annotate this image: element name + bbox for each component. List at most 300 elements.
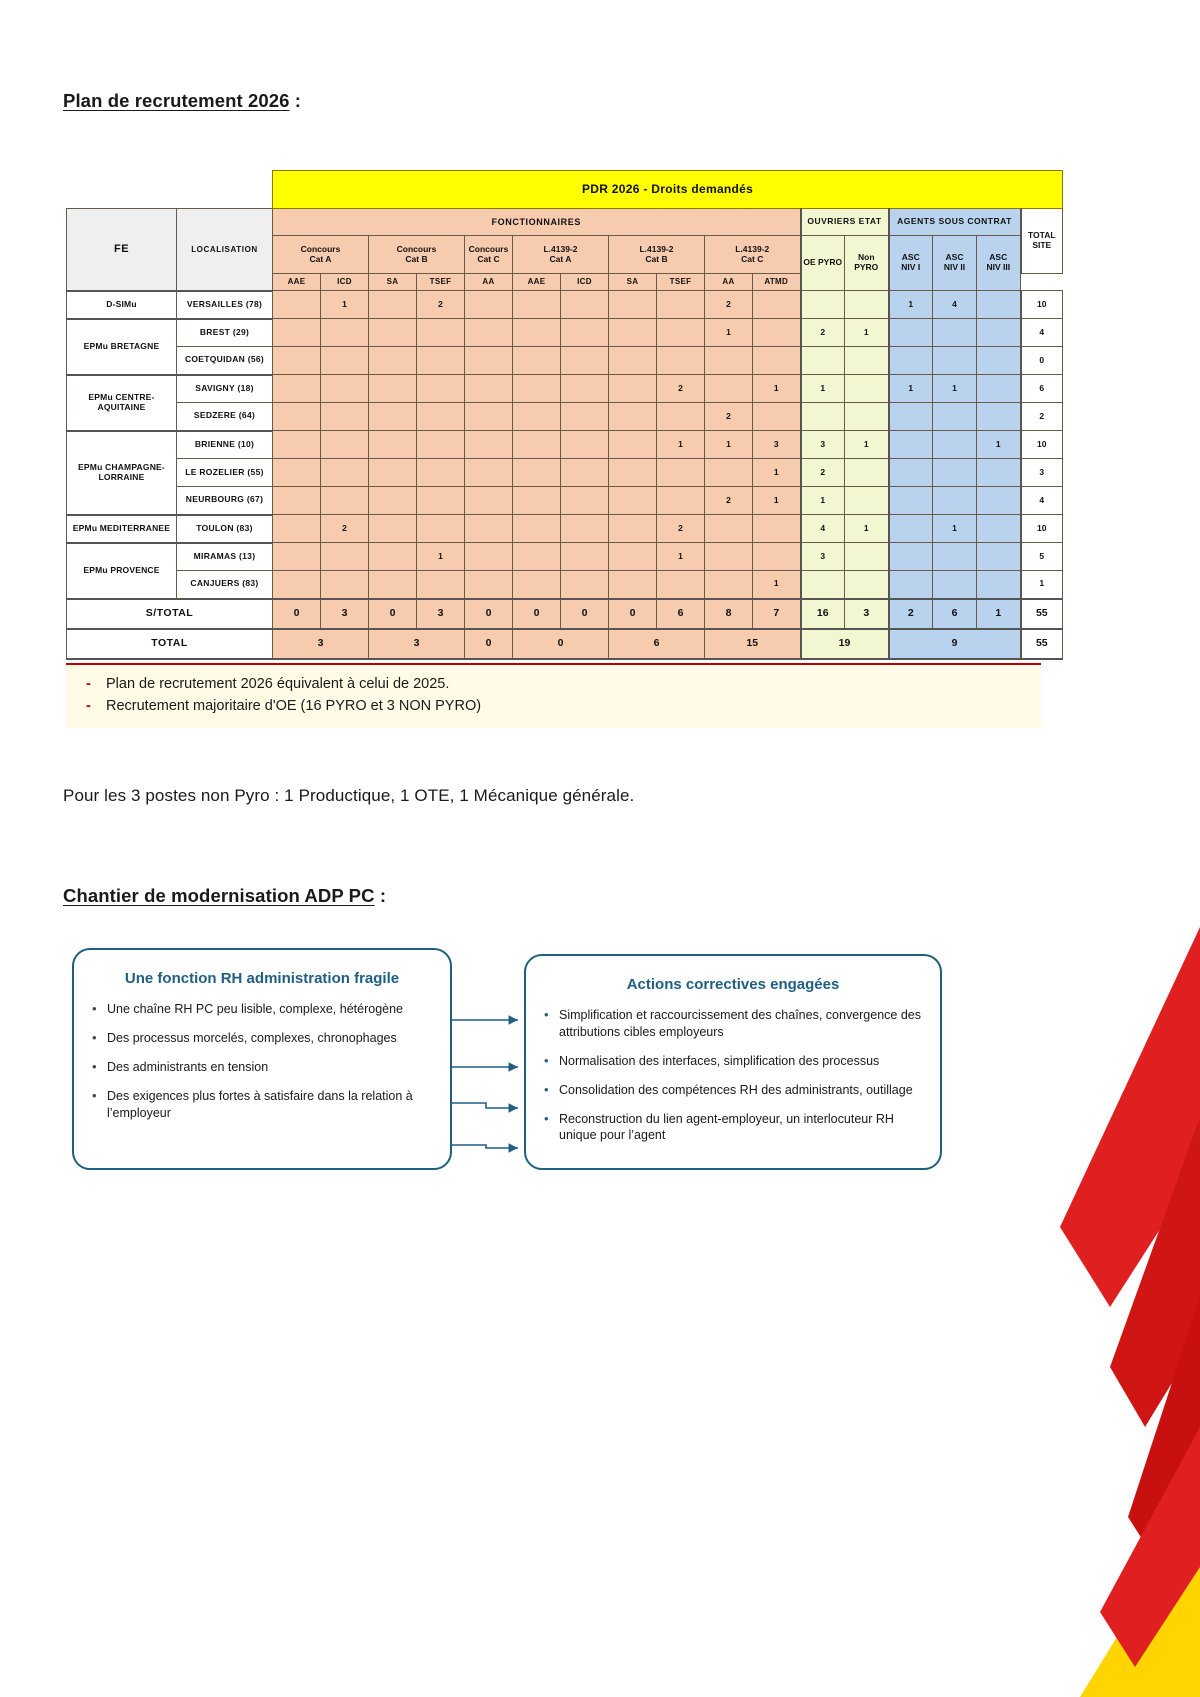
cell-fonctionnaire-3: [417, 571, 465, 599]
cell-fonctionnaire-7: [609, 571, 657, 599]
cell-fonctionnaire-10: 1: [753, 375, 801, 403]
cell-total-f-1: 3: [369, 629, 465, 659]
cell-fonctionnaire-0: [273, 431, 321, 459]
subgroup-label-l1: Concours: [396, 243, 437, 254]
cell-fonctionnaire-0: [273, 571, 321, 599]
abbr-col-2: SA: [369, 274, 417, 291]
cell-fonctionnaire-9: 1: [705, 431, 753, 459]
cell-total-f-0: 3: [273, 629, 369, 659]
cell-fe: EPMu CHAMPAGNE-LORRAINE: [67, 431, 177, 515]
cell-fonctionnaire-9: 2: [705, 487, 753, 515]
subgroup-l4139-cat-b: [609, 236, 705, 274]
page-title-pdr-colon: :: [289, 90, 302, 111]
cell-ouvrier-0: [801, 347, 845, 375]
cell-localisation: COETQUIDAN (56): [177, 347, 273, 375]
table-row: [67, 319, 1063, 347]
cell-fonctionnaire-5: [513, 375, 561, 403]
cell-fonctionnaire-3: [417, 347, 465, 375]
cell-fonctionnaire-2: [369, 515, 417, 543]
cell-fonctionnaire-3: [417, 319, 465, 347]
abbr-col-7: SA: [609, 274, 657, 291]
table-row: [67, 459, 1063, 487]
cell-ouvrier-0: 2: [801, 319, 845, 347]
cell-asc-1: 4: [933, 291, 977, 319]
cell-fonctionnaire-8: 1: [657, 431, 705, 459]
cell-asc-2: 1: [977, 431, 1021, 459]
cell-asc-1: [933, 431, 977, 459]
col-asc-niv3-l2: NIV III: [986, 262, 1011, 272]
diagram-left-item: • Des administrants en tension: [90, 1059, 436, 1076]
cell-fonctionnaire-4: [465, 431, 513, 459]
banner-spacer: [67, 171, 273, 209]
cell-asc-0: [889, 347, 933, 375]
cell-localisation: TOULON (83): [177, 515, 273, 543]
cell-subtotal-f-4: 0: [465, 599, 513, 629]
cell-asc-1: [933, 459, 977, 487]
cell-fonctionnaire-9: 1: [705, 319, 753, 347]
cell-fonctionnaire-8: [657, 291, 705, 319]
table-row: [67, 543, 1063, 571]
cell-asc-2: [977, 375, 1021, 403]
cell-fonctionnaire-5: [513, 431, 561, 459]
cell-fonctionnaire-2: [369, 403, 417, 431]
diagram-right-item: • Normalisation des interfaces, simplification des processus: [542, 1053, 926, 1070]
cell-fonctionnaire-9: [705, 543, 753, 571]
cell-fonctionnaire-7: [609, 487, 657, 515]
page-title-pdr-text: Plan de recrutement 2026: [63, 90, 290, 111]
cell-fonctionnaire-5: [513, 403, 561, 431]
cell-fe: D-SIMu: [67, 291, 177, 319]
col-asc-niv1-l1: ASC: [901, 252, 920, 263]
cell-fonctionnaire-4: [465, 515, 513, 543]
cell-total-site: 1: [1021, 571, 1063, 599]
subgroup-label-l2: Cat A: [549, 253, 572, 264]
cell-asc-2: [977, 291, 1021, 319]
cell-total-site: 2: [1021, 403, 1063, 431]
cell-fonctionnaire-4: [465, 571, 513, 599]
cell-fonctionnaire-1: [321, 403, 369, 431]
diagram-left-item: • Une chaîne RH PC peu lisible, complexe, hétérogène: [90, 1001, 436, 1018]
cell-fonctionnaire-2: [369, 375, 417, 403]
cell-fonctionnaire-0: [273, 487, 321, 515]
cell-fonctionnaire-2: [369, 319, 417, 347]
cell-fonctionnaire-7: [609, 347, 657, 375]
cell-fonctionnaire-3: [417, 431, 465, 459]
cell-ouvrier-0: 3: [801, 431, 845, 459]
cell-fonctionnaire-3: [417, 375, 465, 403]
cell-ouvrier-1: [845, 347, 889, 375]
cell-subtotal-f-8: 6: [657, 599, 705, 629]
cell-total-site: 0: [1021, 347, 1063, 375]
col-non-pyro: [845, 236, 889, 291]
page-title-adp-colon: :: [374, 885, 387, 906]
cell-fonctionnaire-2: [369, 543, 417, 571]
cell-fonctionnaire-6: [561, 571, 609, 599]
cell-fonctionnaire-7: [609, 319, 657, 347]
cell-fonctionnaire-9: 2: [705, 403, 753, 431]
table-row: [67, 487, 1063, 515]
cell-asc-0: [889, 319, 933, 347]
cell-fonctionnaire-0: [273, 515, 321, 543]
diagram-left-item: • Des exigences plus fortes à satisfaire dans la relation à l’employeur: [90, 1088, 436, 1122]
abbr-col-10: ATMD: [753, 274, 801, 291]
diagram-left-list: [74, 1001, 450, 1121]
cell-fonctionnaire-10: [753, 403, 801, 431]
cell-asc-2: [977, 459, 1021, 487]
cell-fonctionnaire-6: [561, 487, 609, 515]
col-asc-niv1: [889, 236, 933, 291]
cell-ouvrier-1: [845, 459, 889, 487]
group-header-row: [67, 209, 1063, 236]
cell-total-site: 10: [1021, 515, 1063, 543]
cell-fonctionnaire-9: [705, 347, 753, 375]
cell-fonctionnaire-2: [369, 431, 417, 459]
table-row: [67, 431, 1063, 459]
corner-chevrons-icon: [960, 867, 1200, 1697]
cell-asc-0: 1: [889, 375, 933, 403]
cell-fonctionnaire-2: [369, 291, 417, 319]
cell-fonctionnaire-1: [321, 571, 369, 599]
banner-row: [67, 171, 1063, 209]
cell-subtotal-f-6: 0: [561, 599, 609, 629]
cell-asc-2: [977, 347, 1021, 375]
cell-fonctionnaire-8: 2: [657, 515, 705, 543]
cell-total-site: 10: [1021, 291, 1063, 319]
col-asc-niv2: [933, 236, 977, 291]
cell-asc-1: [933, 543, 977, 571]
cell-fonctionnaire-1: [321, 459, 369, 487]
cell-total-site: 5: [1021, 543, 1063, 571]
cell-fonctionnaire-8: 1: [657, 543, 705, 571]
header-localisation: LOCALISATION: [177, 209, 273, 291]
table-row: [67, 571, 1063, 599]
cell-localisation: BRIENNE (10): [177, 431, 273, 459]
cell-asc-2: [977, 515, 1021, 543]
pdr-table-head: [67, 171, 1063, 291]
cell-fonctionnaire-6: [561, 375, 609, 403]
cell-fonctionnaire-0: [273, 459, 321, 487]
subgroup-label-l1: L.4139-2: [639, 243, 674, 254]
cell-fe: EPMu MEDITERRANEE: [67, 515, 177, 543]
cell-subtotal-o-1: 3: [845, 599, 889, 629]
cell-fonctionnaire-6: [561, 347, 609, 375]
cell-subtotal-label: S/TOTAL: [67, 599, 273, 629]
cell-fe: EPMu PROVENCE: [67, 543, 177, 599]
cell-fonctionnaire-8: [657, 487, 705, 515]
cell-fonctionnaire-2: [369, 487, 417, 515]
cell-total-f-3: 0: [513, 629, 609, 659]
cell-total-asc: 9: [889, 629, 1021, 659]
cell-fonctionnaire-7: [609, 543, 657, 571]
cell-fonctionnaire-6: [561, 291, 609, 319]
cell-fe: EPMu BRETAGNE: [67, 319, 177, 375]
abbr-col-5: AAE: [513, 274, 561, 291]
diagram-right-item: • Simplification et raccourcissement des chaînes, convergence des attributions cibles employeurs: [542, 1007, 926, 1041]
page-title-adp-text: Chantier de modernisation ADP PC: [63, 885, 375, 906]
col-asc-niv3: [977, 236, 1021, 291]
cell-subtotal-f-1: 3: [321, 599, 369, 629]
cell-fonctionnaire-9: [705, 375, 753, 403]
cell-fonctionnaire-1: 1: [321, 291, 369, 319]
cell-asc-0: [889, 571, 933, 599]
cell-fonctionnaire-3: 1: [417, 543, 465, 571]
abbr-col-6: ICD: [561, 274, 609, 291]
col-non-pyro-l2: PYRO: [854, 262, 879, 272]
cell-fonctionnaire-3: [417, 403, 465, 431]
cell-asc-2: [977, 543, 1021, 571]
abbr-col-9: AA: [705, 274, 753, 291]
cell-fonctionnaire-10: [753, 543, 801, 571]
col-oe-pyro: [801, 236, 845, 291]
diagram-box-problems: [72, 948, 452, 1170]
note-item: - Recrutement majoritaire d'OE (16 PYRO et 3 NON PYRO): [80, 695, 1031, 717]
cell-fonctionnaire-4: [465, 375, 513, 403]
cell-total-grand: 55: [1021, 629, 1063, 659]
cell-subtotal-f-2: 0: [369, 599, 417, 629]
cell-fonctionnaire-6: [561, 515, 609, 543]
group-agents-sous-contrat: AGENTS SOUS CONTRAT: [889, 209, 1021, 236]
diagram-left-item: • Des processus morcelés, complexes, chronophages: [90, 1030, 436, 1047]
cell-fonctionnaire-7: [609, 291, 657, 319]
cell-fonctionnaire-5: [513, 319, 561, 347]
cell-total-site: 4: [1021, 487, 1063, 515]
subgroup-label-l2: Cat C: [477, 253, 500, 264]
cell-fonctionnaire-4: [465, 347, 513, 375]
cell-asc-1: [933, 571, 977, 599]
cell-fonctionnaire-5: [513, 571, 561, 599]
cell-fonctionnaire-1: 2: [321, 515, 369, 543]
cell-ouvrier-0: 1: [801, 487, 845, 515]
cell-subtotal-a-1: 6: [933, 599, 977, 629]
header-total-site-l1: TOTAL: [1028, 230, 1056, 241]
col-asc-niv1-l2: NIV I: [901, 262, 921, 272]
cell-fonctionnaire-3: [417, 487, 465, 515]
cell-asc-1: [933, 319, 977, 347]
cell-fonctionnaire-5: [513, 347, 561, 375]
cell-fonctionnaire-0: [273, 291, 321, 319]
abbr-col-1: ICD: [321, 274, 369, 291]
cell-fonctionnaire-7: [609, 375, 657, 403]
subgroup-label-l2: Cat B: [405, 253, 428, 264]
cell-fonctionnaire-0: [273, 543, 321, 571]
cell-subtotal-f-9: 8: [705, 599, 753, 629]
cell-fonctionnaire-7: [609, 431, 657, 459]
cell-localisation: NEURBOURG (67): [177, 487, 273, 515]
cell-fonctionnaire-1: [321, 347, 369, 375]
cell-total-site: 6: [1021, 375, 1063, 403]
cell-subtotal-f-7: 0: [609, 599, 657, 629]
pdr-table: [66, 170, 1063, 660]
cell-total-f-4: 6: [609, 629, 705, 659]
cell-fonctionnaire-2: [369, 459, 417, 487]
cell-fonctionnaire-2: [369, 571, 417, 599]
cell-fonctionnaire-1: [321, 319, 369, 347]
cell-fonctionnaire-10: [753, 319, 801, 347]
cell-fonctionnaire-4: [465, 319, 513, 347]
group-fonctionnaires: FONCTIONNAIRES: [273, 209, 801, 236]
pdr-table-container: [66, 170, 1056, 660]
cell-fonctionnaire-4: [465, 459, 513, 487]
cell-fonctionnaire-8: 2: [657, 375, 705, 403]
cell-asc-2: [977, 403, 1021, 431]
cell-subtotal-f-3: 3: [417, 599, 465, 629]
diagram-left-title: Une fonction RH administration fragile: [124, 970, 400, 987]
cell-ouvrier-1: [845, 543, 889, 571]
cell-fonctionnaire-10: [753, 515, 801, 543]
subgroup-label-l1: L.4139-2: [735, 243, 770, 254]
cell-ouvrier-0: [801, 571, 845, 599]
cell-subtotal-f-0: 0: [273, 599, 321, 629]
cell-fonctionnaire-1: [321, 375, 369, 403]
abbr-col-0: AAE: [273, 274, 321, 291]
cell-fonctionnaire-5: [513, 487, 561, 515]
cell-fonctionnaire-10: [753, 291, 801, 319]
cell-fonctionnaire-3: [417, 515, 465, 543]
cell-fonctionnaire-7: [609, 459, 657, 487]
cell-localisation: LE ROZELIER (55): [177, 459, 273, 487]
cell-fonctionnaire-1: [321, 543, 369, 571]
subgroup-l4139-cat-c: [705, 236, 801, 274]
cell-subtotal-a-0: 2: [889, 599, 933, 629]
cell-ouvrier-1: [845, 571, 889, 599]
table-row: [67, 347, 1063, 375]
cell-asc-0: [889, 403, 933, 431]
subgroup-l4139-cat-a: [513, 236, 609, 274]
group-ouvriers-etat: OUVRIERS ETAT: [801, 209, 889, 236]
cell-fonctionnaire-6: [561, 403, 609, 431]
header-fe: FE: [67, 209, 177, 291]
cell-fonctionnaire-8: [657, 459, 705, 487]
cell-asc-0: [889, 487, 933, 515]
cell-ouvrier-1: [845, 403, 889, 431]
cell-ouvrier-1: [845, 291, 889, 319]
cell-asc-2: [977, 571, 1021, 599]
cell-fonctionnaire-3: 2: [417, 291, 465, 319]
cell-localisation: BREST (29): [177, 319, 273, 347]
cell-fonctionnaire-8: [657, 347, 705, 375]
cell-ouvrier-0: [801, 403, 845, 431]
col-asc-niv2-l1: ASC: [945, 252, 964, 263]
cell-fonctionnaire-1: [321, 431, 369, 459]
cell-ouvrier-1: 1: [845, 431, 889, 459]
cell-total-site: 3: [1021, 459, 1063, 487]
subgroup-label-l2: Cat C: [741, 253, 764, 264]
table-row: [67, 375, 1063, 403]
cell-asc-1: 1: [933, 515, 977, 543]
cell-asc-1: [933, 347, 977, 375]
col-asc-niv2-l2: NIV II: [943, 262, 966, 272]
cell-localisation: SAVIGNY (18): [177, 375, 273, 403]
subgroup-label-l1: Concours: [468, 243, 509, 254]
subgroup-label-l2: Cat A: [309, 253, 332, 264]
cell-asc-1: [933, 403, 977, 431]
table-row: [67, 291, 1063, 319]
cell-localisation: SEDZERE (64): [177, 403, 273, 431]
cell-ouvrier-0: 4: [801, 515, 845, 543]
cell-fonctionnaire-10: 1: [753, 459, 801, 487]
cell-total-f-2: 0: [465, 629, 513, 659]
cell-asc-0: [889, 459, 933, 487]
diagram-right-item: • Consolidation des compétences RH des administrants, outillage: [542, 1082, 926, 1099]
cell-fonctionnaire-1: [321, 487, 369, 515]
cell-asc-1: [933, 487, 977, 515]
abbr-col-4: AA: [465, 274, 513, 291]
adp-diagram: [66, 940, 966, 1180]
cell-fonctionnaire-10: [753, 347, 801, 375]
cell-subtotal-a-2: 1: [977, 599, 1021, 629]
abbr-col-3: TSEF: [417, 274, 465, 291]
cell-asc-1: 1: [933, 375, 977, 403]
cell-asc-0: [889, 543, 933, 571]
cell-fe: EPMu CENTRE-AQUITAINE: [67, 375, 177, 431]
cell-fonctionnaire-5: [513, 459, 561, 487]
cell-fonctionnaire-4: [465, 487, 513, 515]
cell-fonctionnaire-0: [273, 403, 321, 431]
paragraph-non-pyro: Pour les 3 postes non Pyro : 1 Productique, 1 OTE, 1 Mécanique générale.: [63, 786, 635, 805]
cell-total-label: TOTAL: [67, 629, 273, 659]
cell-asc-0: 1: [889, 291, 933, 319]
cell-fonctionnaire-5: [513, 291, 561, 319]
decorative-corner-graphic: [960, 867, 1200, 1697]
cell-ouvrier-1: 1: [845, 515, 889, 543]
cell-total-site: 10: [1021, 431, 1063, 459]
cell-fonctionnaire-10: 1: [753, 571, 801, 599]
cell-asc-2: [977, 319, 1021, 347]
cell-fonctionnaire-6: [561, 459, 609, 487]
cell-fonctionnaire-4: [465, 291, 513, 319]
notes-box: [66, 663, 1041, 728]
cell-fonctionnaire-9: [705, 571, 753, 599]
cell-fonctionnaire-0: [273, 319, 321, 347]
cell-fonctionnaire-5: [513, 515, 561, 543]
cell-fonctionnaire-10: 3: [753, 431, 801, 459]
subgroup-label-l2: Cat B: [645, 253, 668, 264]
cell-localisation: MIRAMAS (13): [177, 543, 273, 571]
cell-fonctionnaire-9: 2: [705, 291, 753, 319]
cell-fonctionnaire-2: [369, 347, 417, 375]
diagram-right-title: Actions correctives engagées: [626, 976, 840, 993]
abbr-col-8: TSEF: [657, 274, 705, 291]
table-row: [67, 515, 1063, 543]
cell-asc-0: [889, 515, 933, 543]
cell-ouvrier-1: 1: [845, 319, 889, 347]
banner-cell: PDR 2026 - Droits demandés: [273, 171, 1063, 209]
diagram-right-item: • Reconstruction du lien agent-employeur, un interlocuteur RH unique pour l’agent: [542, 1111, 926, 1145]
cell-total-site: 4: [1021, 319, 1063, 347]
cell-fonctionnaire-8: [657, 403, 705, 431]
col-non-pyro-l1: Non: [857, 252, 875, 263]
header-total-site-l2: SITE: [1032, 240, 1052, 250]
subgroup-concours-cat-b: [369, 236, 465, 274]
notes-list: [80, 673, 1031, 718]
subgroup-concours-cat-a: [273, 236, 369, 274]
cell-fonctionnaire-3: [417, 459, 465, 487]
table-row-subtotal: [67, 599, 1063, 629]
note-item: - Plan de recrutement 2026 équivalent à celui de 2025.: [80, 673, 1031, 695]
cell-fonctionnaire-4: [465, 543, 513, 571]
cell-fonctionnaire-9: [705, 515, 753, 543]
subgroup-label-l1: L.4139-2: [543, 243, 578, 254]
cell-fonctionnaire-4: [465, 403, 513, 431]
cell-ouvrier-0: 3: [801, 543, 845, 571]
cell-total-ouvriers: 19: [801, 629, 889, 659]
cell-fonctionnaire-7: [609, 403, 657, 431]
subgroup-concours-cat-c: [465, 236, 513, 274]
cell-subtotal-o-0: 16: [801, 599, 845, 629]
cell-fonctionnaire-6: [561, 431, 609, 459]
col-asc-niv3-l1: ASC: [989, 252, 1008, 263]
col-oe-pyro-label: OE PYRO: [803, 257, 843, 268]
